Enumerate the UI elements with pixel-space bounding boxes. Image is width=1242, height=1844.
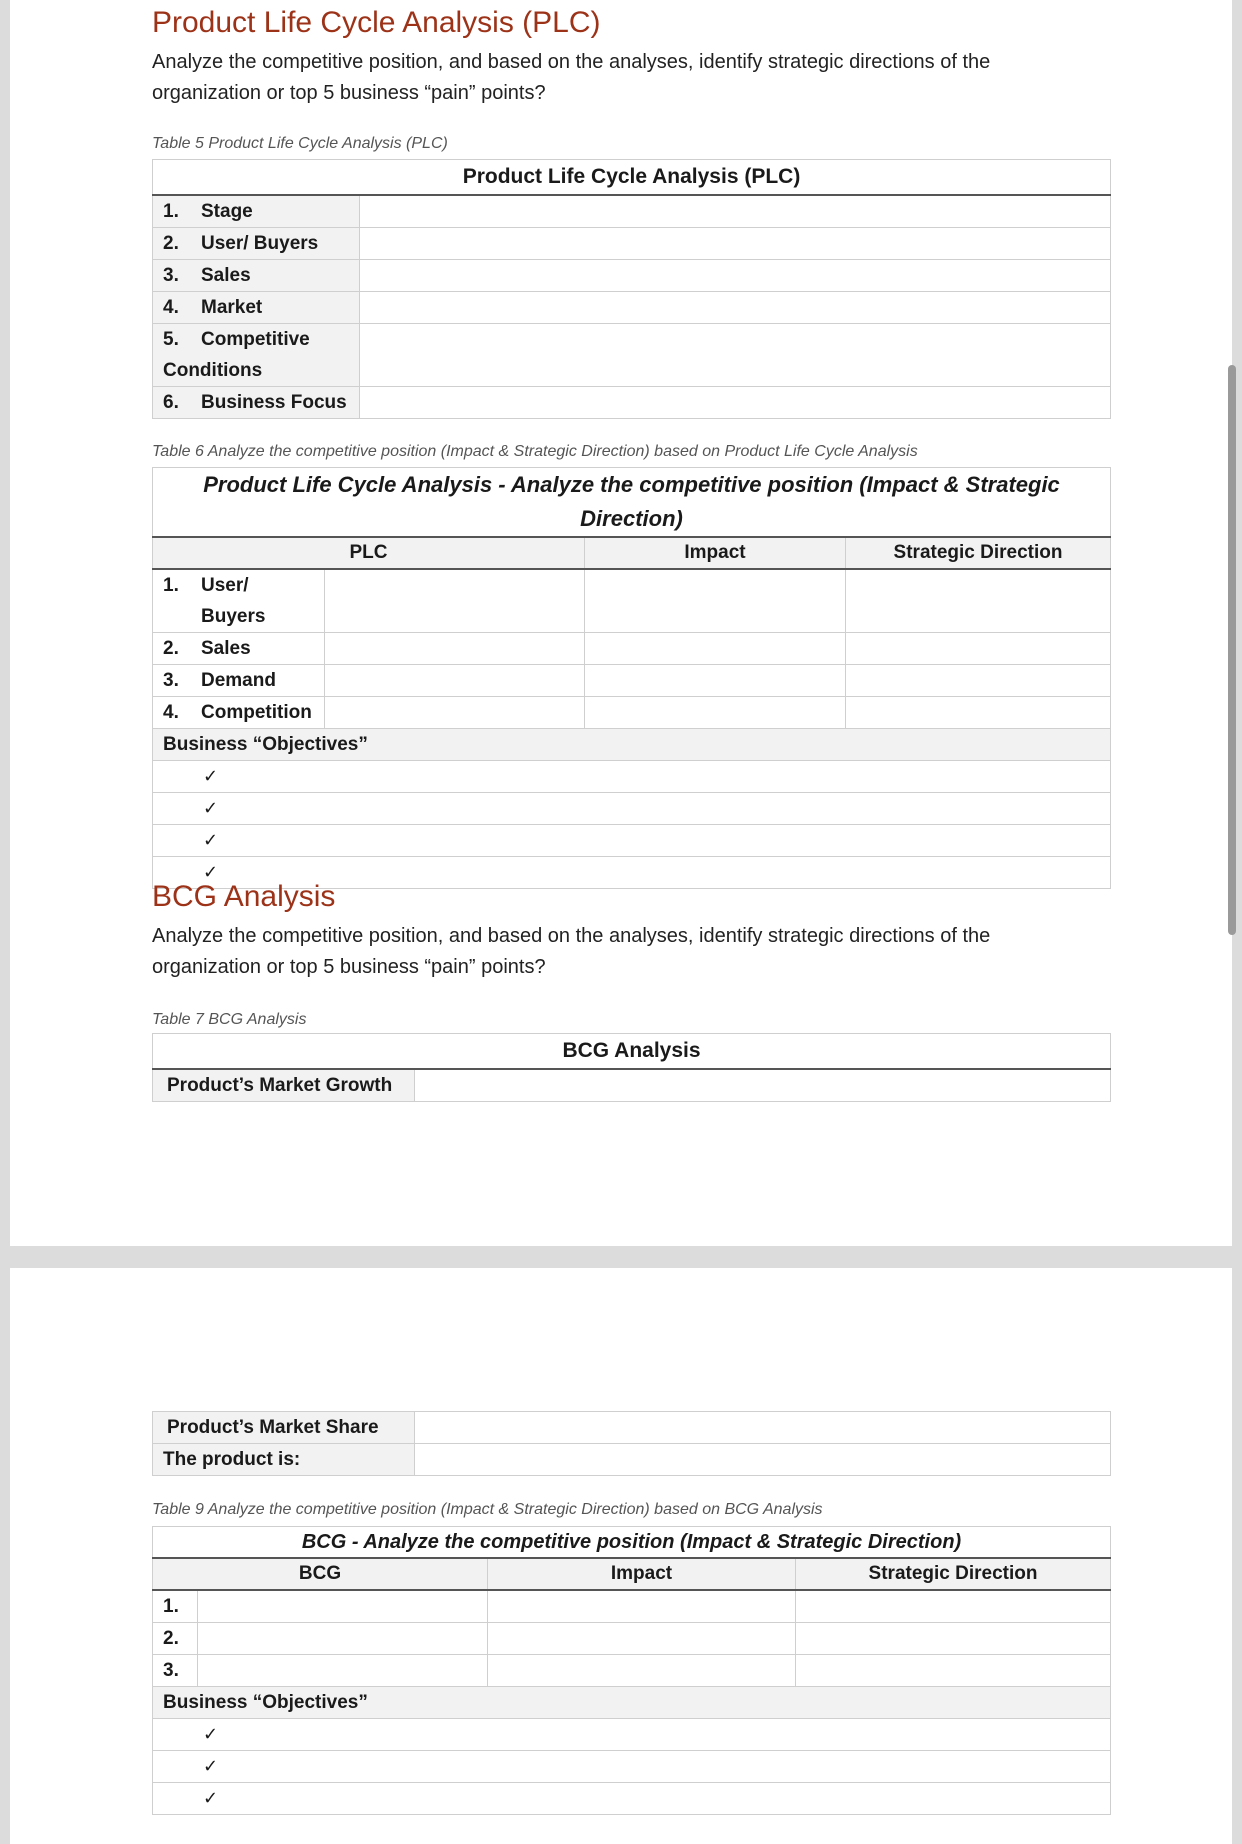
table-cell[interactable] [325, 697, 585, 729]
table5-title: Product Life Cycle Analysis (PLC) [153, 160, 1111, 196]
table9-title: BCG - Analyze the competitive position (Impact & Strategic Direction) [153, 1527, 1111, 1559]
table-cell[interactable] [488, 1590, 796, 1623]
table-row: 4. Market [153, 292, 1111, 324]
row-label: Product’s Market Growth [153, 1069, 415, 1102]
row-number: 3. [153, 1655, 198, 1687]
table-row: 1. Stage [153, 195, 1111, 228]
col-header-plc: PLC [153, 537, 585, 569]
checkmark-icon: ✓ [153, 793, 1111, 825]
table5-caption: Table 5 Product Life Cycle Analysis (PLC) [152, 135, 448, 152]
document-page-2 [10, 1268, 1232, 1844]
row-number: 2. [153, 1623, 198, 1655]
table-cell[interactable] [796, 1623, 1111, 1655]
objectives-label: Business “Objectives” [153, 1687, 1111, 1719]
table-row [153, 1655, 1111, 1687]
table-cell[interactable] [325, 569, 585, 633]
checkmark-icon: ✓ [153, 857, 1111, 889]
table7-bcg-cont [152, 1411, 1111, 1476]
table7-bcg [152, 1033, 1111, 1102]
table-cell[interactable] [360, 387, 1111, 419]
bcg-intro-line1: Analyze the competitive position, and based on the analyses, identify strategic directions of the [152, 925, 991, 947]
table6-caption: Table 6 Analyze the competitive position (Impact & Strategic Direction) based on Product Life Cycle Analysis [152, 443, 918, 460]
table-cell[interactable] [585, 569, 846, 633]
row-label-cont: Conditions [163, 360, 263, 381]
scrollbar[interactable] [1228, 365, 1236, 935]
table-row [153, 1069, 1111, 1102]
table-cell[interactable] [325, 665, 585, 697]
table-cell[interactable] [198, 1590, 488, 1623]
row-label: Competitive [201, 329, 310, 350]
table-row [153, 1623, 1111, 1655]
table-cell[interactable] [846, 569, 1111, 633]
table-row: 6. Business Focus [153, 387, 1111, 419]
row-label: Market [201, 297, 263, 318]
table-row: 2. Sales [153, 633, 1111, 665]
table7-title: BCG Analysis [153, 1034, 1111, 1070]
table-cell[interactable] [415, 1444, 1111, 1476]
document-page-1 [10, 0, 1232, 1246]
table-row: 2. User/ Buyers [153, 228, 1111, 260]
table-cell[interactable] [846, 665, 1111, 697]
checkmark-icon: ✓ [153, 1783, 1111, 1815]
table-cell[interactable] [198, 1655, 488, 1687]
plc-intro-line2: organization or top 5 business “pain” points? [152, 82, 546, 104]
table-cell[interactable] [585, 633, 846, 665]
table-cell[interactable] [360, 292, 1111, 324]
plc-intro [152, 47, 1052, 109]
table-row [153, 1590, 1111, 1623]
col-header-impact: Impact [488, 1558, 796, 1590]
table-cell[interactable] [415, 1412, 1111, 1444]
table-cell[interactable] [198, 1623, 488, 1655]
table-row [153, 1412, 1111, 1444]
table9-bcg-competitive [152, 1526, 1111, 1815]
row-label: Business Focus [201, 392, 347, 413]
col-header-strategic-direction: Strategic Direction [846, 537, 1111, 569]
table-cell[interactable] [846, 633, 1111, 665]
row-label-cont: Buyers [201, 606, 266, 627]
table6-plc-competitive [152, 467, 1111, 889]
table-row: 5. Competitive Conditions [153, 324, 1111, 387]
col-header-strategic-direction: Strategic Direction [796, 1558, 1111, 1590]
col-header-impact: Impact [585, 537, 846, 569]
col-header-bcg: BCG [153, 1558, 488, 1590]
table-cell[interactable] [796, 1590, 1111, 1623]
row-label: The product is: [153, 1444, 415, 1476]
checkmark-icon: ✓ [153, 825, 1111, 857]
table7-caption: Table 7 BCG Analysis [152, 1011, 307, 1028]
row-label: Product’s Market Share [153, 1412, 415, 1444]
table5-plc [152, 159, 1111, 419]
table-cell[interactable] [360, 324, 1111, 387]
row-label: Demand [201, 670, 276, 691]
table-cell[interactable] [585, 697, 846, 729]
table-row: 3. Sales [153, 260, 1111, 292]
bcg-heading: BCG Analysis [152, 880, 336, 913]
row-label: Stage [201, 201, 253, 222]
checkmark-icon: ✓ [153, 1719, 1111, 1751]
table-cell[interactable] [796, 1655, 1111, 1687]
table-cell[interactable] [488, 1623, 796, 1655]
bcg-intro [152, 921, 1052, 983]
row-label: Competition [201, 702, 312, 723]
table-cell[interactable] [360, 195, 1111, 228]
row-label: User/ [201, 575, 249, 596]
table-row [153, 1444, 1111, 1476]
row-label: User/ Buyers [201, 233, 319, 254]
checkmark-icon: ✓ [153, 1751, 1111, 1783]
table-row: 3. Demand [153, 665, 1111, 697]
table-cell[interactable] [585, 665, 846, 697]
bcg-intro-line2: organization or top 5 business “pain” points? [152, 956, 546, 978]
table-cell[interactable] [360, 228, 1111, 260]
objectives-label: Business “Objectives” [153, 729, 1111, 761]
table-row: 4. Competition [153, 697, 1111, 729]
plc-heading: Product Life Cycle Analysis (PLC) [152, 6, 601, 39]
table-cell[interactable] [325, 633, 585, 665]
checkmark-icon: ✓ [153, 761, 1111, 793]
table-cell[interactable] [360, 260, 1111, 292]
plc-intro-line1: Analyze the competitive position, and based on the analyses, identify strategic directions of the [152, 51, 991, 73]
row-label: Sales [201, 638, 251, 659]
table-cell[interactable] [415, 1069, 1111, 1102]
table-row: 1. User/ Buyers [153, 569, 1111, 633]
table-cell[interactable] [846, 697, 1111, 729]
table-cell[interactable] [488, 1655, 796, 1687]
row-number: 1. [153, 1590, 198, 1623]
table6-title: Product Life Cycle Analysis - Analyze the competitive position (Impact & Strategic Direction) [153, 468, 1111, 538]
table9-caption: Table 9 Analyze the competitive position (Impact & Strategic Direction) based on BCG Analysis [152, 1501, 823, 1518]
row-label: Sales [201, 265, 251, 286]
